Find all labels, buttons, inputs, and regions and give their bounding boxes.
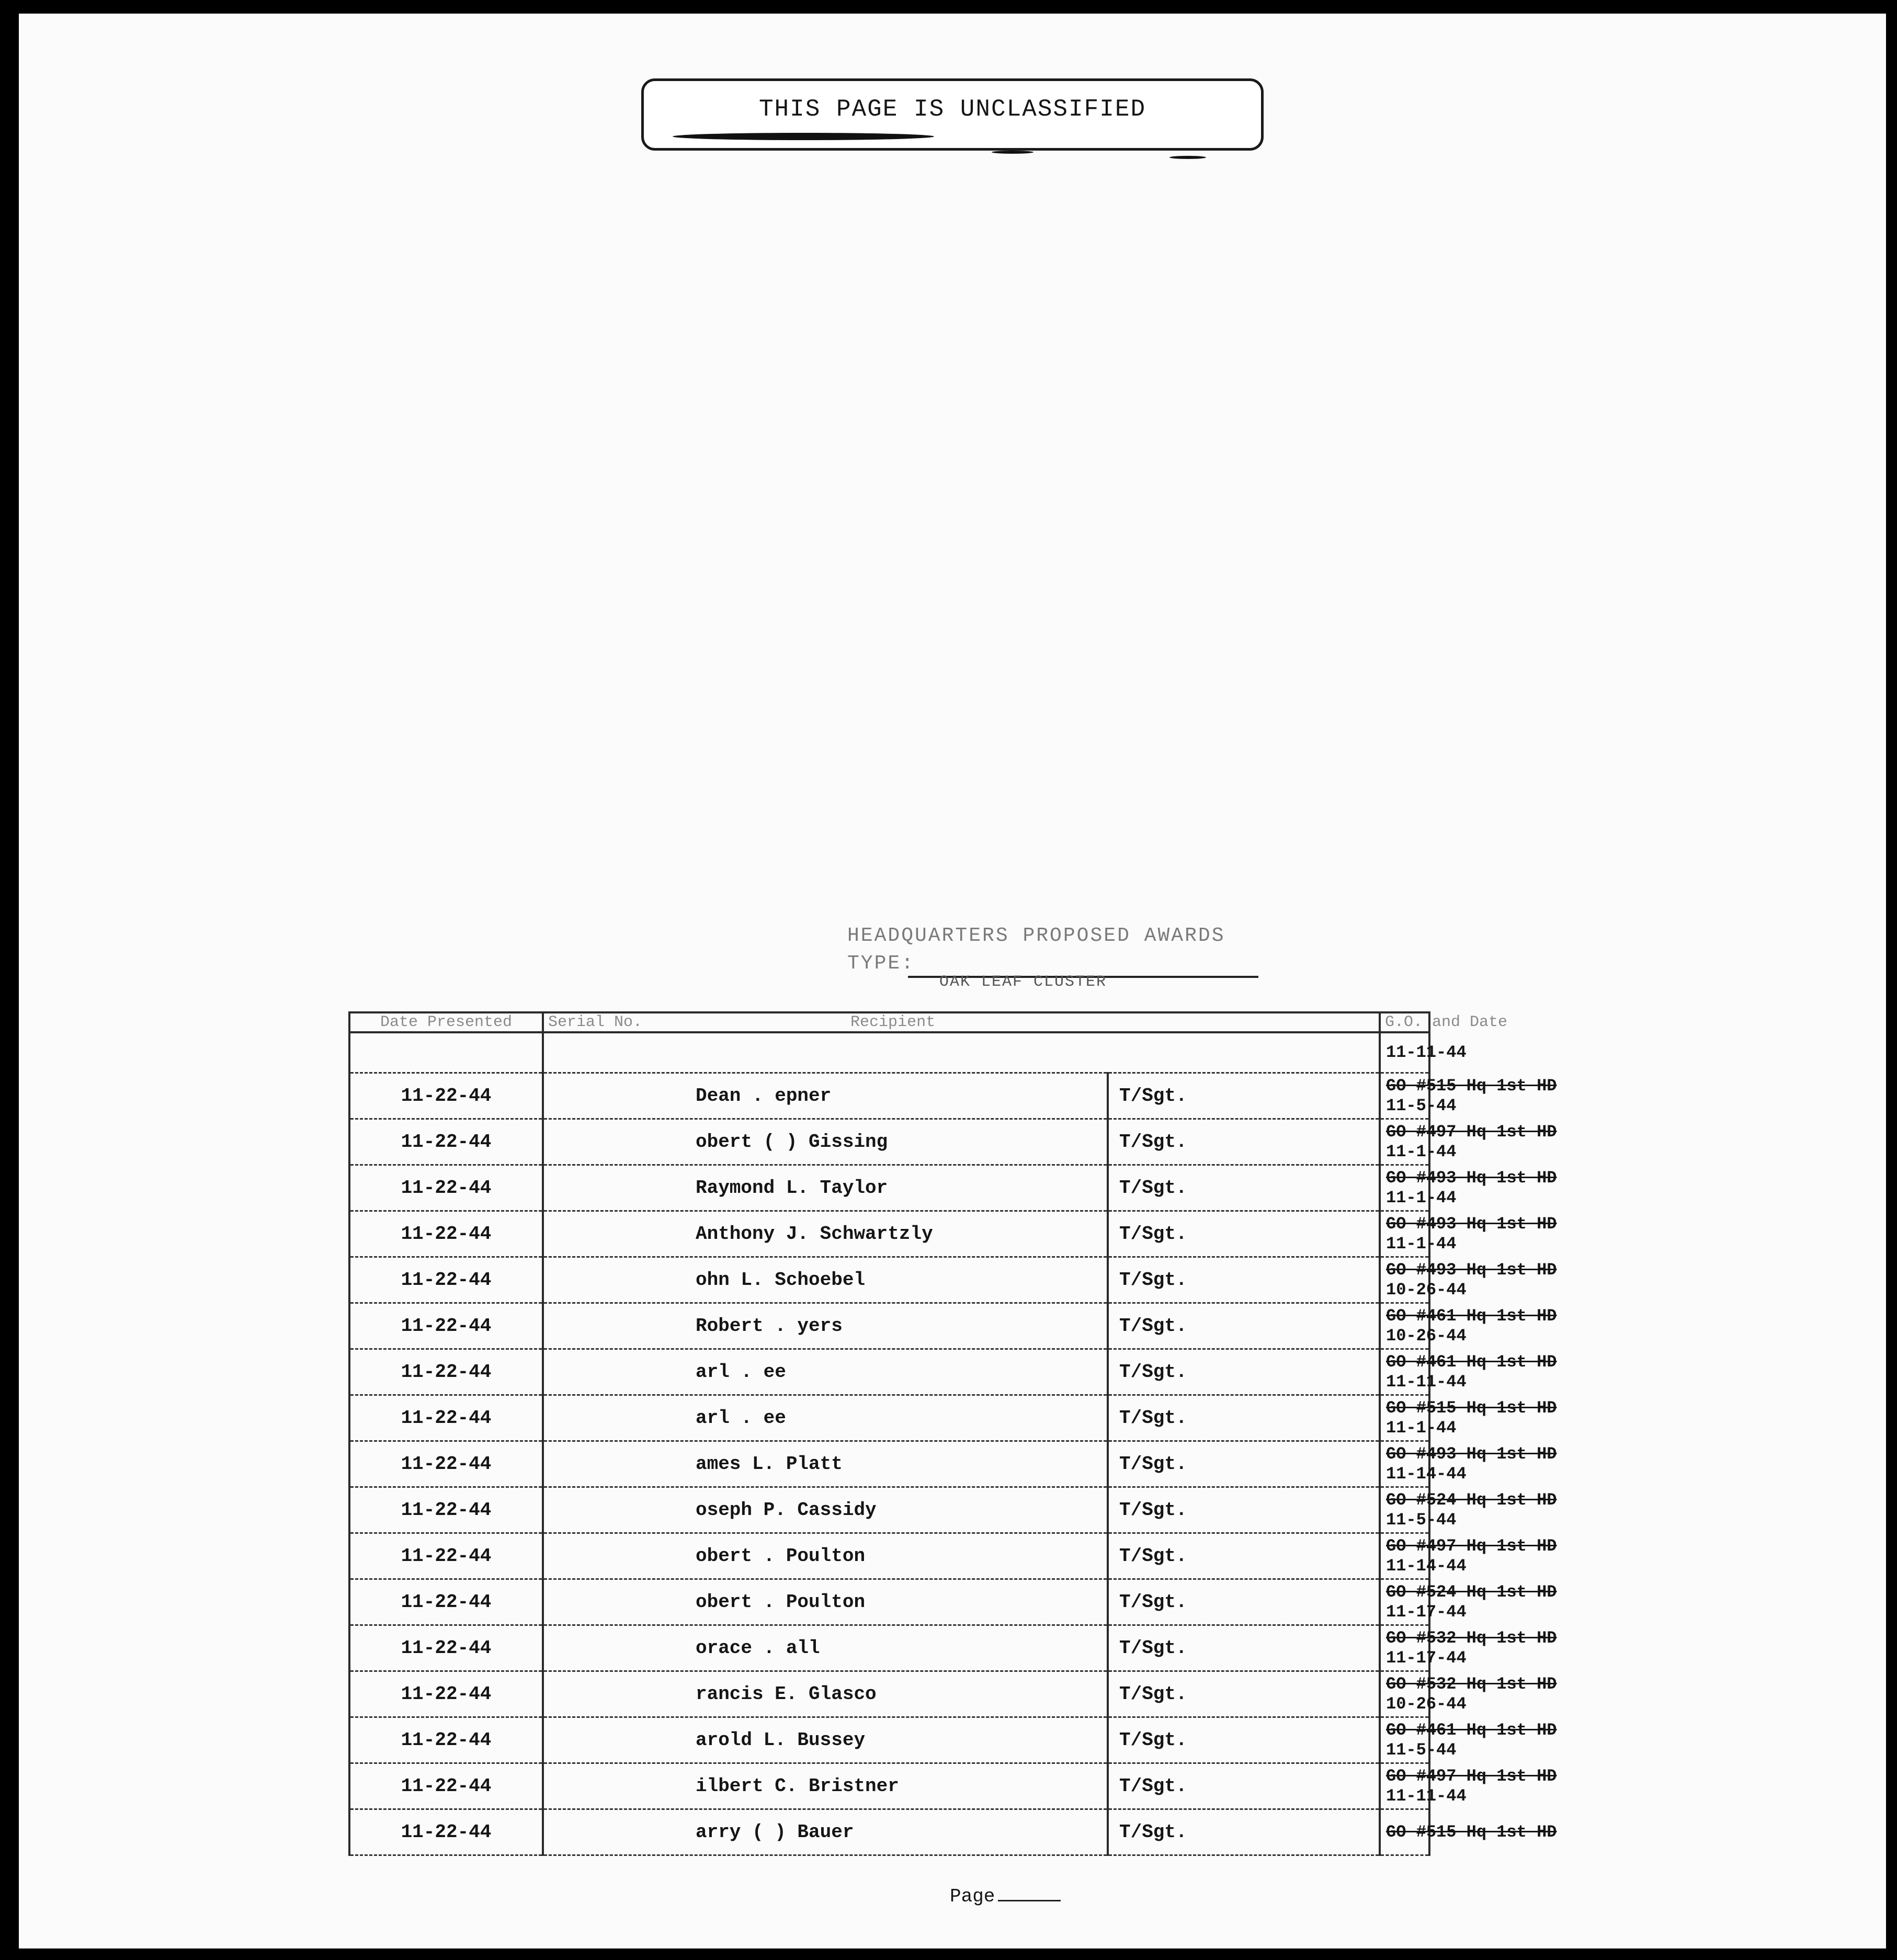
rank-cell: T/Sgt.: [1108, 1487, 1380, 1533]
table-row: [349, 1763, 1691, 1809]
go-order: GO #532 Hq 1st HD: [1386, 1628, 1557, 1648]
go-date-cell: [1380, 1032, 1467, 1073]
go-cell: [1380, 1211, 1557, 1257]
go-date: 10-26-44: [1386, 1280, 1467, 1300]
rank-cell: T/Sgt.: [1108, 1579, 1380, 1625]
go-order: GO #515 Hq 1st HD: [1386, 1822, 1557, 1842]
header-recipient-label: Recipient: [850, 1013, 936, 1031]
table-row: [349, 1625, 1691, 1671]
recipient-name-cell: arl . ee: [543, 1349, 1108, 1395]
page-label-text: Page: [950, 1886, 995, 1907]
recipient-name-cell: Robert . yers: [543, 1303, 1108, 1349]
rank-cell: T/Sgt.: [1108, 1119, 1380, 1165]
rank-cell: T/Sgt.: [1108, 1717, 1380, 1763]
table-row: [349, 1487, 1691, 1533]
table-header-row: [349, 1012, 1691, 1032]
table-row: [349, 1073, 1691, 1119]
go-cell: [1380, 1625, 1557, 1671]
table-row: [349, 1349, 1691, 1395]
recipient-name-cell: rancis E. Glasco: [543, 1671, 1108, 1717]
rank-cell: T/Sgt.: [1108, 1441, 1380, 1487]
go-order: GO #461 Hq 1st HD: [1386, 1352, 1557, 1372]
go-cell: [1380, 1487, 1557, 1533]
header-go-and-date: G.O. and Date: [1380, 1012, 1429, 1032]
table-row: [349, 1303, 1691, 1349]
recipient-name-cell: arry ( ) Bauer: [543, 1809, 1108, 1855]
recipient-name-cell: Raymond L. Taylor: [543, 1165, 1108, 1211]
go-cell: [1380, 1119, 1557, 1165]
go-order: GO #515 Hq 1st HD: [1386, 1398, 1557, 1418]
form-type-value: OAK LEAF CLUSTER: [939, 973, 1107, 991]
table-row: [349, 1395, 1691, 1441]
rank-cell: T/Sgt.: [1108, 1349, 1380, 1395]
go-date: 11-11-44: [1386, 1786, 1467, 1806]
go-order: GO #493 Hq 1st HD: [1386, 1168, 1557, 1188]
recipient-name-cell: orace . all: [543, 1625, 1108, 1671]
go-order: GO #493 Hq 1st HD: [1386, 1444, 1557, 1464]
recipient-name-cell: ilbert C. Bristner: [543, 1763, 1108, 1809]
date-presented-cell: 11-22-44: [349, 1441, 543, 1487]
go-order: GO #493 Hq 1st HD: [1386, 1214, 1557, 1234]
go-order: GO #497 Hq 1st HD: [1386, 1122, 1557, 1142]
date-presented-cell: 11-22-44: [349, 1119, 543, 1165]
go-date: 10-26-44: [1386, 1326, 1467, 1346]
classification-banner-text: THIS PAGE IS UNCLASSIFIED: [758, 96, 1146, 123]
go-cell: [1380, 1257, 1557, 1303]
table-row: [349, 1533, 1691, 1579]
page-number-label: [950, 1886, 1061, 1907]
go-cell: [1380, 1165, 1557, 1211]
rank-cell: T/Sgt.: [1108, 1533, 1380, 1579]
recipient-name-cell: arold L. Bussey: [543, 1717, 1108, 1763]
date-presented-cell: 11-22-44: [349, 1211, 543, 1257]
go-date: 11-14-44: [1386, 1556, 1467, 1576]
ink-smudge: [1169, 156, 1206, 159]
go-cell: [1380, 1395, 1557, 1441]
date-presented-cell: 11-22-44: [349, 1533, 543, 1579]
table-row: [349, 1717, 1691, 1763]
table-row: [349, 1119, 1691, 1165]
go-cell: [1380, 1671, 1557, 1717]
go-order: GO #524 Hq 1st HD: [1386, 1490, 1557, 1510]
table-row: [349, 1165, 1691, 1211]
go-date: 11-1-44: [1386, 1418, 1457, 1438]
recipient-name-cell: oseph P. Cassidy: [543, 1487, 1108, 1533]
rank-cell: T/Sgt.: [1108, 1257, 1380, 1303]
rank-cell: T/Sgt.: [1108, 1625, 1380, 1671]
recipient-name-cell: obert . Poulton: [543, 1579, 1108, 1625]
go-date: 10-26-44: [1386, 1694, 1467, 1714]
go-order: GO #497 Hq 1st HD: [1386, 1536, 1557, 1556]
date-presented-cell: 11-22-44: [349, 1579, 543, 1625]
rank-cell: T/Sgt.: [1108, 1395, 1380, 1441]
go-date: 11-1-44: [1386, 1188, 1457, 1207]
go-date: 11-1-44: [1386, 1234, 1457, 1254]
go-date: 11-14-44: [1386, 1464, 1467, 1484]
go-date: 11-11-44: [1386, 1043, 1467, 1062]
date-presented-cell: 11-22-44: [349, 1763, 543, 1809]
form-type-label: TYPE:: [847, 952, 915, 975]
go-date: 11-5-44: [1386, 1510, 1457, 1530]
go-order: GO #515 Hq 1st HD: [1386, 1076, 1557, 1096]
date-presented-cell: 11-22-44: [349, 1165, 543, 1211]
rank-cell: T/Sgt.: [1108, 1809, 1380, 1855]
date-presented-cell: 11-22-44: [349, 1349, 543, 1395]
go-order: GO #461 Hq 1st HD: [1386, 1720, 1557, 1740]
date-presented-cell: 11-22-44: [349, 1809, 543, 1855]
date-presented-cell: 11-22-44: [349, 1487, 543, 1533]
table-spacer-row: [349, 1032, 1691, 1073]
table-row: [349, 1809, 1691, 1855]
date-presented-cell: 11-22-44: [349, 1395, 543, 1441]
go-date: 11-1-44: [1386, 1142, 1457, 1161]
go-order: GO #497 Hq 1st HD: [1386, 1766, 1557, 1786]
go-cell: [1380, 1717, 1557, 1763]
go-date: 11-5-44: [1386, 1740, 1457, 1760]
recipient-name-cell: Dean . epner: [543, 1073, 1108, 1119]
rank-cell: T/Sgt.: [1108, 1073, 1380, 1119]
ink-smudge: [992, 151, 1033, 154]
recipient-name-cell: ames L. Platt: [543, 1441, 1108, 1487]
go-cell: [1380, 1809, 1557, 1855]
recipient-name-cell: ohn L. Schoebel: [543, 1257, 1108, 1303]
recipient-name-cell: arl . ee: [543, 1395, 1108, 1441]
go-order: GO #493 Hq 1st HD: [1386, 1260, 1557, 1280]
table-row: [349, 1579, 1691, 1625]
recipient-name-cell: obert . Poulton: [543, 1533, 1108, 1579]
classification-banner: [641, 78, 1264, 151]
go-date: 11-11-44: [1386, 1372, 1467, 1392]
recipient-name-cell: obert ( ) Gissing: [543, 1119, 1108, 1165]
ink-smudge: [673, 133, 934, 140]
go-cell: [1380, 1349, 1557, 1395]
date-presented-cell: 11-22-44: [349, 1671, 543, 1717]
form-title: HEADQUARTERS PROPOSED AWARDS: [847, 925, 1225, 947]
go-cell: [1380, 1763, 1557, 1809]
go-cell: [1380, 1073, 1557, 1119]
go-order: GO #532 Hq 1st HD: [1386, 1674, 1557, 1694]
rank-cell: T/Sgt.: [1108, 1211, 1380, 1257]
rank-cell: T/Sgt.: [1108, 1671, 1380, 1717]
document-page: [19, 14, 1886, 1948]
table-row: [349, 1441, 1691, 1487]
go-cell: [1380, 1533, 1557, 1579]
header-serial-no: Serial No.: [548, 1013, 643, 1031]
go-date: 11-17-44: [1386, 1602, 1467, 1622]
awards-table: [348, 1011, 1692, 1856]
date-presented-cell: 11-22-44: [349, 1625, 543, 1671]
go-date: 11-17-44: [1386, 1648, 1467, 1668]
go-date: 11-5-44: [1386, 1096, 1457, 1115]
table-row: [349, 1671, 1691, 1717]
go-cell: [1380, 1441, 1557, 1487]
rank-cell: T/Sgt.: [1108, 1165, 1380, 1211]
table-row: [349, 1211, 1691, 1257]
rank-cell: T/Sgt.: [1108, 1763, 1380, 1809]
rank-cell: T/Sgt.: [1108, 1303, 1380, 1349]
date-presented-cell: 11-22-44: [349, 1717, 543, 1763]
header-date-presented: Date Presented: [349, 1012, 543, 1032]
go-cell: [1380, 1579, 1557, 1625]
table-row: [349, 1257, 1691, 1303]
header-recipient: [543, 1012, 1380, 1032]
go-cell: [1380, 1303, 1557, 1349]
recipient-name-cell: Anthony J. Schwartzly: [543, 1211, 1108, 1257]
page-number-line: [998, 1900, 1061, 1901]
date-presented-cell: 11-22-44: [349, 1303, 543, 1349]
go-order: GO #461 Hq 1st HD: [1386, 1306, 1557, 1326]
date-presented-cell: 11-22-44: [349, 1073, 543, 1119]
go-order: GO #524 Hq 1st HD: [1386, 1582, 1557, 1602]
date-presented-cell: 11-22-44: [349, 1257, 543, 1303]
